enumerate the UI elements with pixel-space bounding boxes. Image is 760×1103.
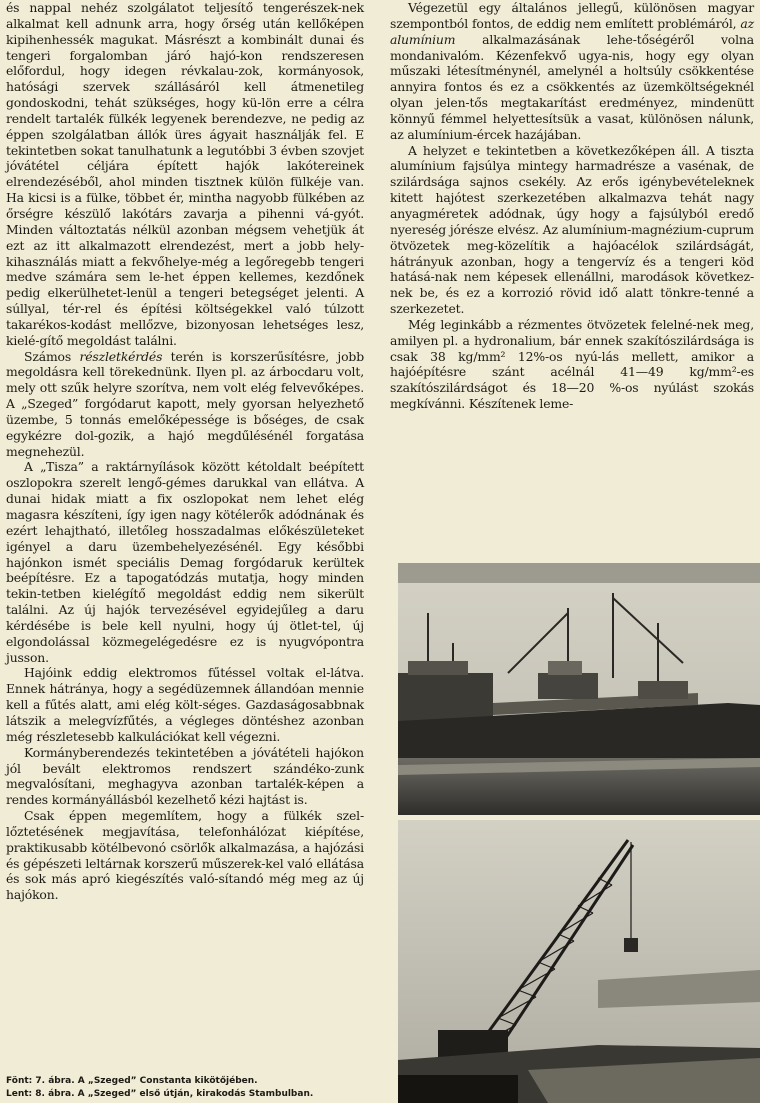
paragraph: Csak éppen megemlítem, hogy a fülkék szel-lőztetésének megjavítása, telefonhálózat kiépítése, praktikusabb kötélbevonó csörlők alkalmazása, a hajózási és gépészeti leltárnak korszerű műszerek-kel való ellátása és sok más apró kiegészítés való-sítandó még meg az új hajókon.: [6, 808, 364, 903]
paragraph: Számos részletkérdés terén is korszerűsítésre, jobb megoldásra kell törekednünk. Ilyen pl. az árbocdaru volt, mely ott szűk helyre szorítva, nem volt elég felvevőképes. A „Szeged” forgódarut kapott, mely gyorsan helyezhető üzembe, 5 tonnás emelőképessége is bőséges, de csak egykézre dol-gozik, a hajó megdűlésénél forgatása megnehezül.: [6, 348, 364, 459]
paragraph: és nappal nehéz szolgálatot teljesítő tengerészek-nek alkalmat kell adnunk arra, hogy őrség után kellőképen kipihenhessék magukat. Másrészt a kombinált dunai és tengeri forgalomban járó hajó-kon rendszeresen előfordul, hogy idegen révkalau-zok, kormányosok, hatósági szervek szállásáról kell átmenetileg gondoskodni, tehát szükséges, hogy kü-lön erre a célra rendelt tartalék fülkék legyenek berendezve, ne pedig az éppen szolgálatban állók üres ágyait használják fel. E tekintetben sokat tanulhatunk a legutóbbi 3 évben szovjet jóvátétel céljára épített hajók lakótereinek elrendezéséből, ahol minden tisztnek külön fülkéje van. Ha kicsi is a fülke, többet ér, mintha nagyobb fülkében az őrségre készülő lakótárs zavarja a pihenni vá-gyót. Minden változtatás nélkül azonban mégsem vehetjük át ezt az itt alkalmazott elrendezést, mert a jobb hely-kihasználás miatt a fekvőhelye-még a legőregebb tengeri medve számára sem le-het éppen kellemes, kezdőnek pedig elkerülhetet-lenül a tengeri betegséget jelenti. A súllyal, tér-rel és építési költségekkel való túlzott takarékos-kodást mellőzve, bizonyosan lehetséges lesz, kielé-gítő megoldást találni.: [6, 0, 364, 348]
photo-ship-at-quay: [398, 553, 760, 815]
paragraph: A helyzet e tekintetben a következőképen áll. A tiszta alumínium fajsúlya mintegy harmadrésze a vasénak, de szilárdsága sajnos csekély. Az erős igénybevételeknek kitett hajótest szerkezetében alkalmazva tehát nagy anyagméretek adódnak, úgy hogy a fajsúlyból eredő nyereség jórésze elvész. Az alumínium-magnézium-cuprum ötvözetek meg-közelítik a hajóacélok szilárdságát, hátrányuk azonban, hogy a tengervíz és a tengeri köd hatásá-nak nem képesek ellenállni, marodások következ-nek be, és ez a korrozió rövid idő alatt tönkre-tenné a szerkezetet.: [390, 142, 754, 317]
caption-figure-8: [6, 1088, 376, 1101]
paragraph: A „Tisza” a raktárnyílások között kétoldalt beépített oszlopokra szerelt lengő-gémes darukkal van ellátva. A dunai hidak miatt a fix oszlopokat nem lehet elég magasra készíteni, így igen nagy kötélerők adódnának és ezért lehajtható, illetőleg hosszadalmas előkészületeket igényel a daru üzembehelyezésénél. Egy későbbi hajónkon ismét speciális Demag forgódaruk kerültek beépítésre. Ez a tapogatódzás mutatja, hogy minden tekin-tetben kielégítő megoldást eddig nem sikerült találni. Az új hajók tervezésével egyidejűleg a daru kérdésébe is bele kell nyulni, hogy új ötlet-tel, új elgondolással közmegelégedésre ez is nyugvópontra jusson.: [6, 459, 364, 665]
caption-text: 7. ábra. A „Szeged” Constanta kikötőjében.: [32, 1076, 258, 1086]
photo-ship-at-quay-image: [398, 553, 760, 815]
paragraph: Végezetül egy általános jellegű, különösen magyar szempontból fontos, de eddig nem említett problémáról, az alumínium alkalmazásának lehe-tőségéről volna mondanivalóm. Kézenfekvő ugya-nis, hogy egy olyan műszaki létesítménynél, amelynél a holtsúly csökkentése annyira fontos és ez a csökkentés az üzemköltségeknél olyan jelen-tős megtakarítást eredményez, mindenütt könnyű fémmel helyettesítsük a vasat, különösen nálunk, az alumínium-ércek hazájában.: [390, 0, 754, 142]
paragraph: Kormányberendezés tekintetében a jóvátételi hajókon jól bevált elektromos rendszert szándéko-zunk megvalósítani, meghagyva azonban tartalék-képen a rendes kormányállásból kezelhető kézi hajtást is.: [6, 744, 364, 808]
paragraph: Még leginkább a rézmentes ötvözetek felelné-nek meg, amilyen pl. a hydronalium, bár ennek szakítószilárdsága is csak 38 kg/mm² 12%-os nyú-lás mellett, amikor a hajóépítésre szánt acélnál 41—49 kg/mm²-es szakítószilárdságot és 18—20 %-os nyúlást szokás megkívánni. Készítenek leme-: [390, 316, 754, 412]
caption-figure-7: [6, 1075, 376, 1088]
right-column: [390, 0, 754, 412]
photo-crane-unloading-image: [398, 820, 760, 1103]
left-column: [6, 0, 364, 903]
photo-crane-unloading: [398, 820, 760, 1103]
caption-text: 8. ábra. A „Szeged” első útján, kirakodás Stambulban.: [32, 1089, 314, 1099]
caption-label: Fönt:: [6, 1076, 33, 1086]
caption-label: Lent:: [6, 1089, 33, 1099]
emphasis: részletkérdés: [79, 348, 163, 364]
paragraph: Hajóink eddig elektromos fűtéssel voltak el-látva. Ennek hátránya, hogy a segédüzemnek állandóan mennie kell a fűtés alatt, ami elég költ-séges. Gazdaságosabbnak látszik a melegvízfűtés, a végleges döntéshez azonban még részletesebb kalkulációkat kell végezni.: [6, 665, 364, 744]
emphasis: az alumínium: [390, 15, 754, 47]
